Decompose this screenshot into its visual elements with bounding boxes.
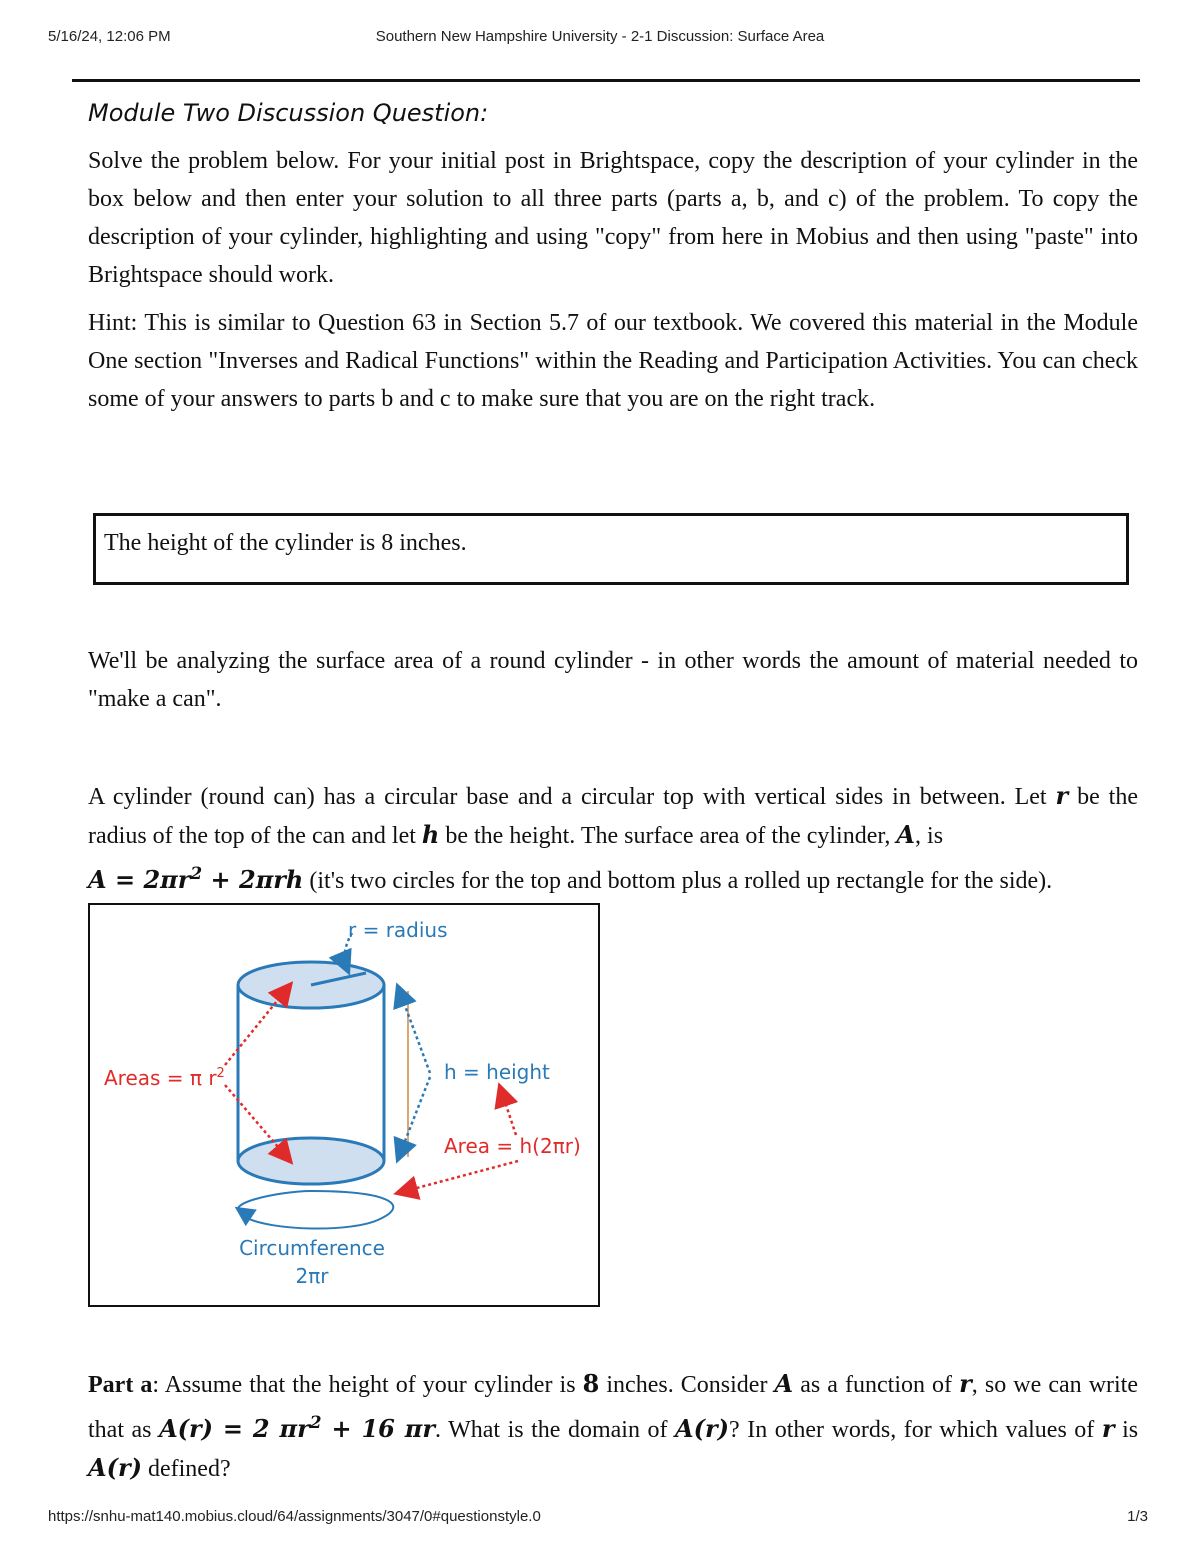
var-h: h [421, 820, 440, 849]
hint-paragraph: Hint: This is similar to Question 63 in Section 5.7 of our textbook. We covered this material in the Module One section "Inverses and Radical Functions" within the Reading and Participation Activities. You can check some of your answers to parts b and c to make sure that you are on the right track. [88, 310, 1138, 412]
discussion-heading: Module Two Discussion Question: [88, 99, 489, 127]
part-a-text-7: is [1122, 1417, 1139, 1443]
cylinder-bottom-cap [238, 1138, 384, 1184]
part-a-text-8: defined? [147, 1456, 231, 1482]
def-text-4: , is [915, 823, 944, 849]
var-r: r [1055, 781, 1069, 810]
var-r-2: r [959, 1369, 972, 1398]
side-area-arrow-up [500, 1087, 516, 1135]
part-a-text-6: ? In other words, for which values of [729, 1417, 1095, 1443]
circumference-label: Circumference [239, 1236, 385, 1260]
circumference-value: 2πr [295, 1264, 329, 1288]
print-datetime: 5/16/24, 12:06 PM [48, 28, 171, 45]
part-a-paragraph [88, 1365, 1138, 1488]
def-text-2: be the radius of the top of the can and let [88, 784, 1139, 849]
page-number: 1/3 [1127, 1508, 1148, 1525]
var-Ar-2: A(r) [88, 1453, 142, 1482]
height-arrow-down [398, 1077, 430, 1159]
header-rule [72, 79, 1140, 82]
side-area-arrow-left [398, 1161, 518, 1193]
area-function-formula: A(r) = 2 $\pi r^2 + 16$ πr [159, 1413, 435, 1443]
side-area-label: Area = h(2πr) [444, 1134, 581, 1158]
part-a-text-3: as a function of [800, 1372, 953, 1398]
discussion-content [88, 96, 1138, 418]
cylinder-description-box [93, 513, 1129, 585]
cylinder-diagram-svg [90, 905, 598, 1305]
print-page-title: Southern New Hampshire University - 2-1 Discussion: Surface Area [375, 28, 825, 45]
def-text-1: A cylinder (round can) has a circular base and a circular top with vertical sides in between. Let [88, 784, 1047, 810]
part-a-text-1: : Assume that the height of your cylinder is [152, 1372, 576, 1398]
cylinder-diagram [88, 903, 600, 1307]
intro-text: We'll be analyzing the surface area of a round cylinder - in other words the amount of material needed to "make a can". [88, 648, 1138, 712]
radius-label: r = radius [348, 918, 448, 942]
var-r-3: r [1101, 1414, 1115, 1443]
cylinder-body [238, 985, 384, 1161]
part-a-text-2: inches. Consider [606, 1372, 768, 1398]
instructions-paragraph: Solve the problem below. For your initial post in Brightspace, copy the description of your cylinder in the box below and then enter your solution to all three parts (parts a, b, and c) of the problem. To copy the description of your cylinder, highlighting and using "copy" from here in Mobius and then using "paste" into Brightspace should work. [88, 148, 1138, 288]
cylinder-definition-paragraph [88, 777, 1138, 900]
part-a-text-4: , so we can write that as [88, 1372, 1139, 1443]
cylinder-description-text[interactable]: The height of the cylinder is 8 inches. [104, 530, 467, 556]
var-A-2: A [774, 1369, 794, 1398]
def-text-3: be the height. The surface area of the cylinder, [445, 823, 891, 849]
circumference-ellipse [238, 1191, 393, 1229]
var-A: A [896, 820, 916, 849]
height-label: h = height [444, 1060, 550, 1084]
height-arrow-up [398, 987, 430, 1073]
var-Ar: A(r) [675, 1414, 730, 1443]
intro-paragraph [88, 642, 1138, 718]
part-a-label: Part a [88, 1372, 153, 1398]
print-url[interactable]: https://snhu-mat140.mobius.cloud/64/assignments/3047/0#questionstyle.0 [48, 1508, 541, 1525]
areas-label: Areas = π $r^2$ [104, 1066, 225, 1090]
surface-area-formula: $A = 2\pi r^2 + 2\pi rh$ [88, 864, 304, 894]
def-text-5: (it's two circles for the top and bottom plus a rolled up rectangle for the side). [309, 868, 1053, 894]
height-value: 8 [582, 1369, 600, 1398]
part-a-text-5: . What is the domain of [434, 1417, 668, 1443]
